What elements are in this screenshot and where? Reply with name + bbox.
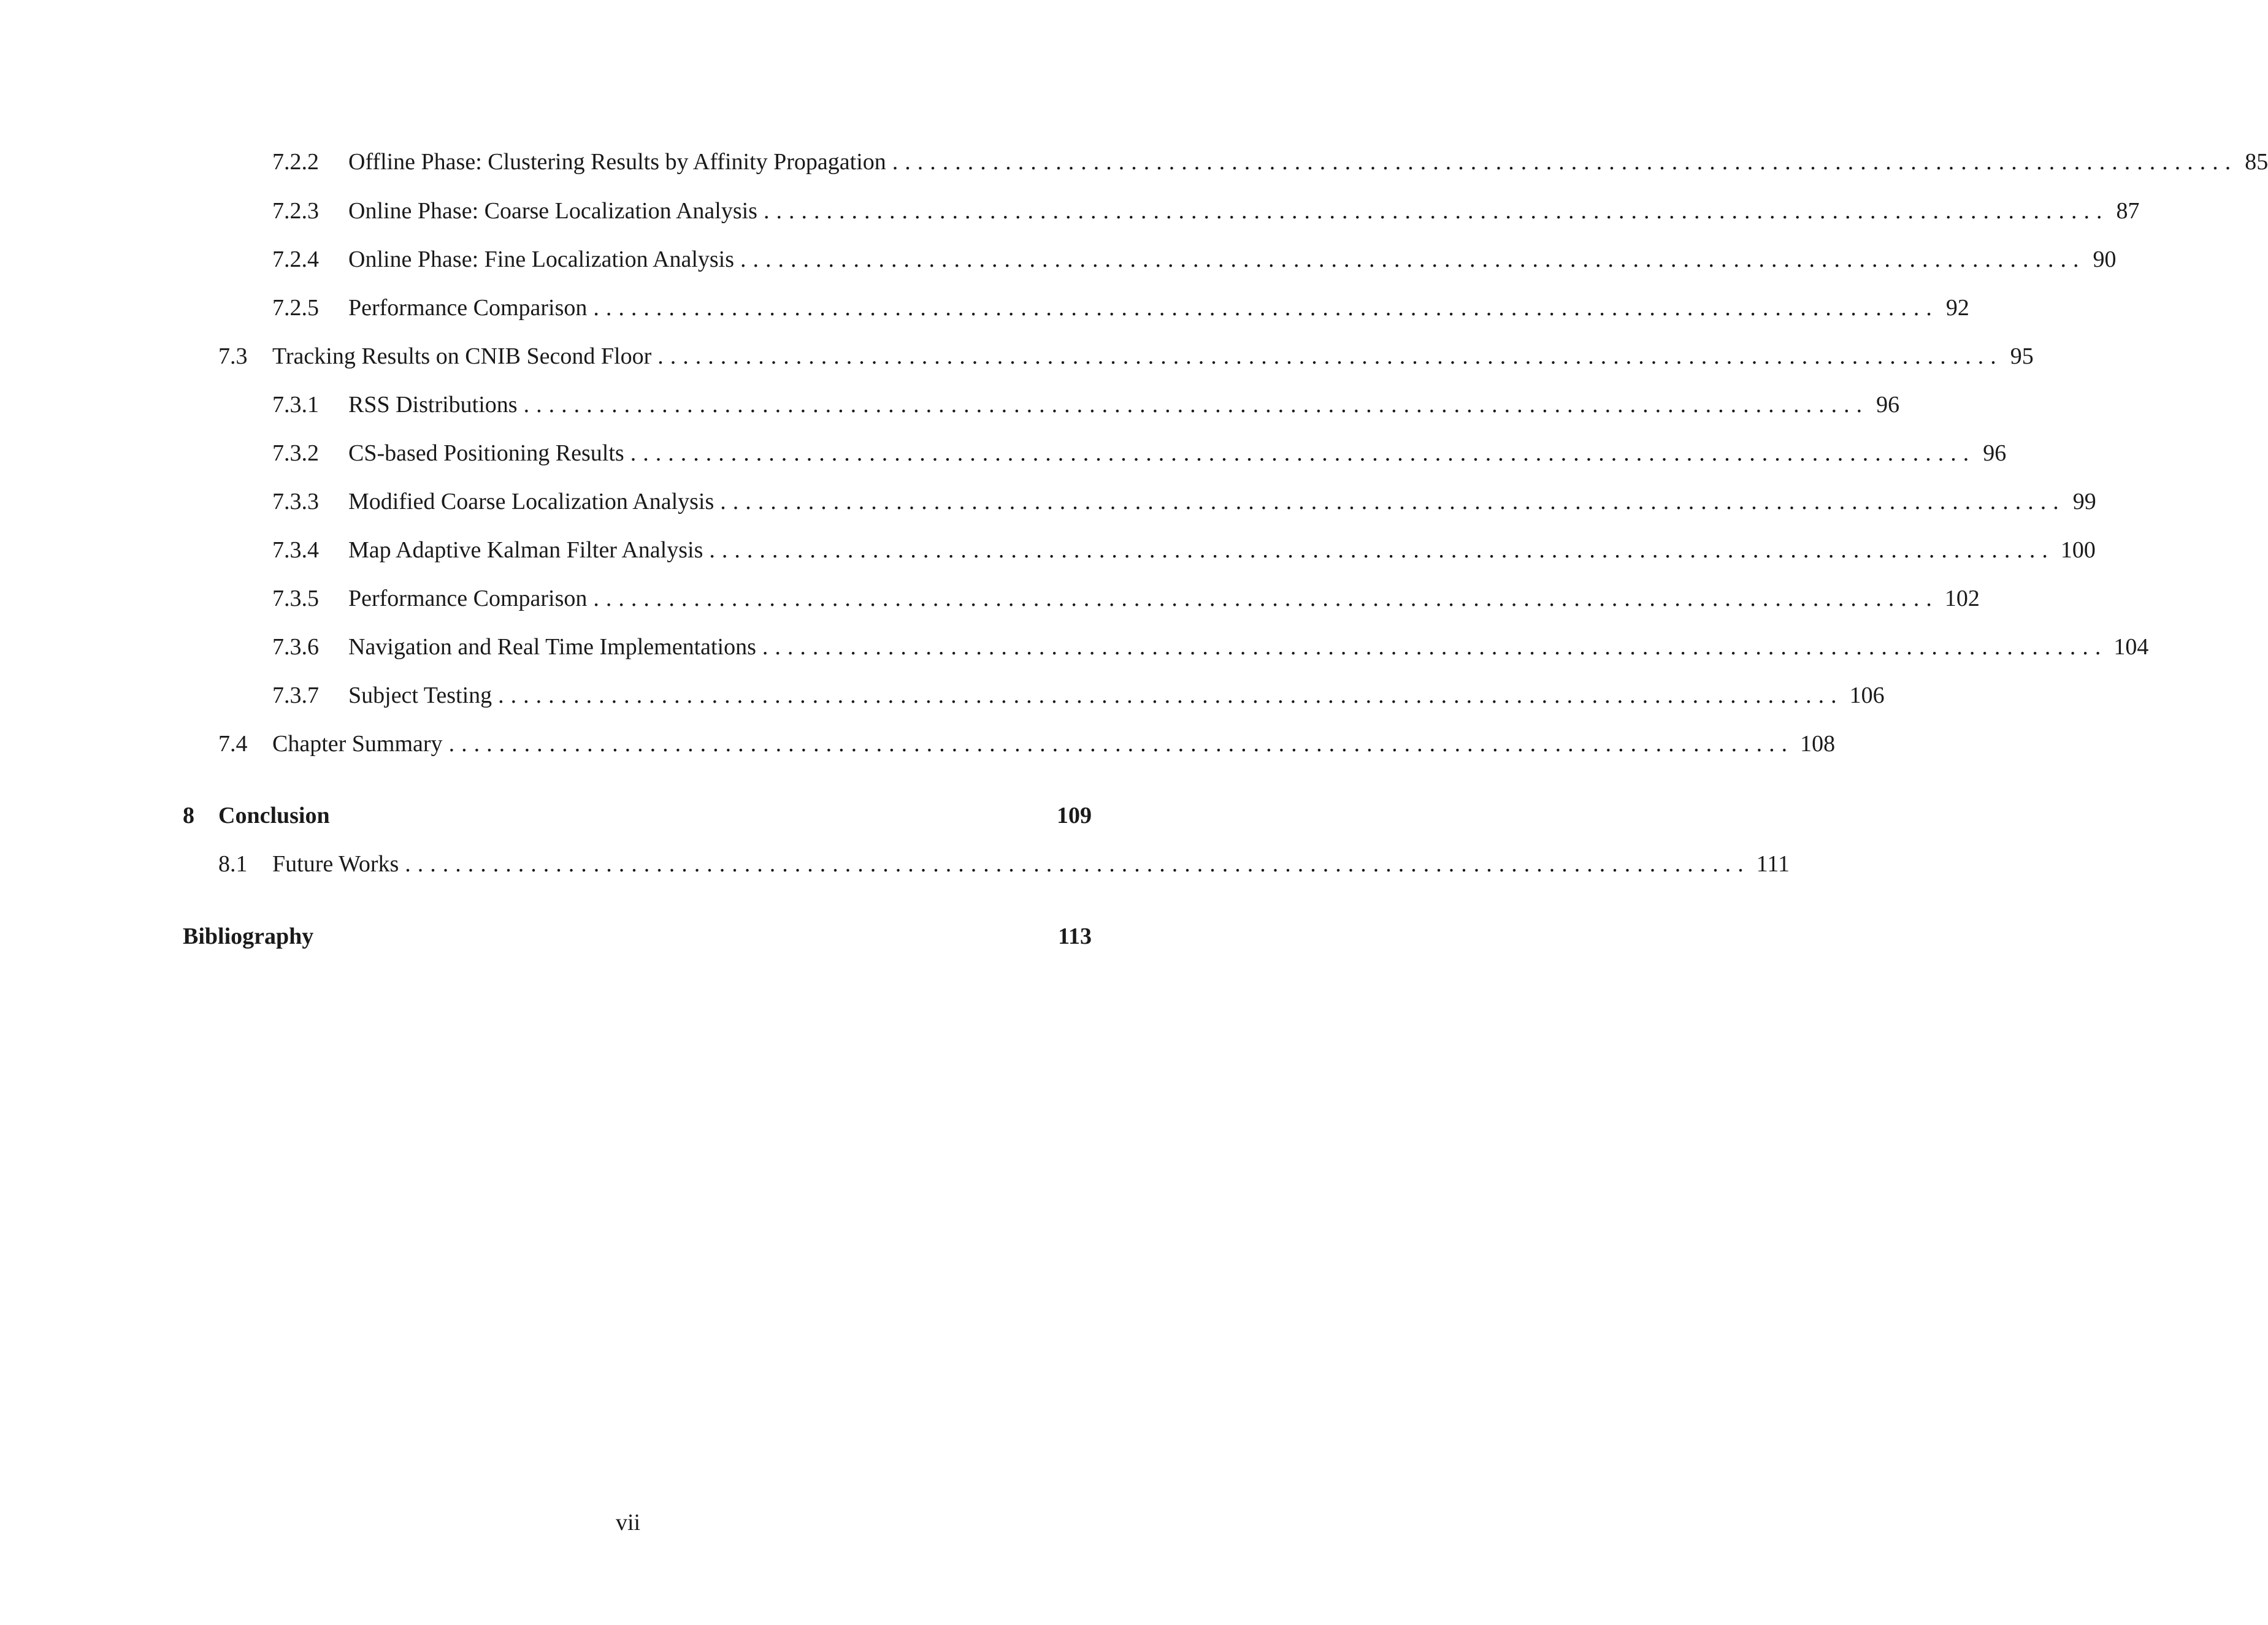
toc-entry-title: Performance Comparison xyxy=(348,295,588,321)
toc-chapter-number: 8 xyxy=(183,803,194,828)
toc-entry-7-3-6 xyxy=(272,630,2149,664)
dot-leader: ........................................................................................................... xyxy=(762,634,2108,660)
toc-entry-number: 7.2.4 xyxy=(272,247,319,272)
toc-entry-7-3-4 xyxy=(272,533,2096,567)
toc-chapter-page: 113 xyxy=(1058,923,1092,949)
toc-entry-page: 90 xyxy=(2093,247,2117,272)
toc-entry-number: 7.3 xyxy=(218,343,248,369)
toc-entry-number: 7.3.6 xyxy=(272,634,319,660)
toc-entry-number: 7.3.5 xyxy=(272,586,319,611)
toc-entry-7-2-4 xyxy=(272,242,2117,277)
toc-entry-7-2-3 xyxy=(272,194,2140,228)
toc-entry-number: 7.2.5 xyxy=(272,295,319,321)
toc-entry-number: 7.2.2 xyxy=(272,149,319,175)
toc-entry-title: Modified Coarse Localization Analysis xyxy=(348,489,714,514)
dot-leader: ........................................................................................................... xyxy=(763,198,2109,224)
toc-entry-number: 8.1 xyxy=(218,851,248,877)
toc-entry-page: 96 xyxy=(1983,440,2007,466)
toc-entry-page: 108 xyxy=(1800,731,1836,757)
dot-leader: ........................................................................................................... xyxy=(593,586,1939,611)
toc-entry-page: 99 xyxy=(2072,489,2096,514)
toc-entry-page: 96 xyxy=(1876,392,1900,418)
toc-entry-7-2-5 xyxy=(272,291,1969,325)
dot-leader: ........................................................................................................... xyxy=(593,295,1939,321)
dot-leader: ........................................................................................................... xyxy=(740,247,2086,272)
toc-entry-title: Chapter Summary xyxy=(272,731,443,757)
dot-leader: ........................................................................................................... xyxy=(720,489,2066,514)
toc-entry-title: Offline Phase: Clustering Results by Affinity Propagation xyxy=(348,149,886,175)
toc-bibliography xyxy=(183,919,1092,954)
toc-entry-page: 104 xyxy=(2113,634,2149,660)
dot-leader: ........................................................................................................... xyxy=(630,440,1976,466)
dot-leader: ........................................................................................................... xyxy=(523,392,1869,418)
toc-entry-number: 7.4 xyxy=(218,731,248,757)
toc-entry-title: RSS Distributions xyxy=(348,392,518,418)
toc-entry-page: 95 xyxy=(2010,343,2034,369)
page-number-footer: vii xyxy=(615,1510,641,1535)
toc-entry-number: 7.3.4 xyxy=(272,537,319,563)
toc-entry-title: Tracking Results on CNIB Second Floor xyxy=(272,343,652,369)
dot-leader: ........................................................................................................... xyxy=(498,682,1844,708)
toc-entry-page: 85 xyxy=(2245,149,2268,175)
toc-entry-7-3-1 xyxy=(272,388,1900,422)
dot-leader: ........................................................................................................... xyxy=(657,343,2003,369)
toc-entry-page: 87 xyxy=(2116,198,2140,224)
toc-entry-title: CS-based Positioning Results xyxy=(348,440,624,466)
toc-entry-title: Performance Comparison xyxy=(348,586,588,611)
toc-entry-7-2-2 xyxy=(272,145,2268,179)
toc-entry-7-3-5 xyxy=(272,581,1980,616)
toc-chapter-title: Bibliography xyxy=(183,923,314,949)
toc-entry-7-3-3 xyxy=(272,484,2096,519)
toc-entry-page: 106 xyxy=(1849,682,1885,708)
toc-entry-number: 7.3.2 xyxy=(272,440,319,466)
toc-entry-number: 7.3.1 xyxy=(272,392,319,418)
toc-entry-page: 100 xyxy=(2060,537,2096,563)
toc-entry-page: 92 xyxy=(1945,295,1969,321)
dot-leader: ........................................................................................................... xyxy=(405,851,1750,877)
dot-leader: ........................................................................................................... xyxy=(709,537,2055,563)
toc-entry-title: Future Works xyxy=(272,851,399,877)
toc-chapter-title: Conclusion xyxy=(218,803,330,828)
dot-leader: ........................................................................................................... xyxy=(892,149,2238,175)
toc-entry-title: Navigation and Real Time Implementations xyxy=(348,634,756,660)
toc-chapter-page: 109 xyxy=(1057,803,1092,828)
dot-leader: ........................................................................................................... xyxy=(448,731,1795,757)
toc-entry-7-3 xyxy=(218,339,2034,373)
toc-chapter-8 xyxy=(183,798,1092,833)
toc-entry-7-4 xyxy=(218,727,1836,761)
toc-entry-number: 7.2.3 xyxy=(272,198,319,224)
toc-entry-7-3-7 xyxy=(272,678,1885,713)
toc-entry-title: Subject Testing xyxy=(348,682,492,708)
toc-entry-number: 7.3.3 xyxy=(272,489,319,514)
toc-entry-page: 111 xyxy=(1756,851,1790,877)
toc-entry-7-3-2 xyxy=(272,436,2007,470)
toc-entry-page: 102 xyxy=(1944,586,1980,611)
toc-entry-title: Online Phase: Fine Localization Analysis xyxy=(348,247,735,272)
toc-entry-8-1 xyxy=(218,847,1790,881)
toc-entry-title: Online Phase: Coarse Localization Analysis xyxy=(348,198,757,224)
toc-entry-number: 7.3.7 xyxy=(272,682,319,708)
toc-entry-title: Map Adaptive Kalman Filter Analysis xyxy=(348,537,703,563)
